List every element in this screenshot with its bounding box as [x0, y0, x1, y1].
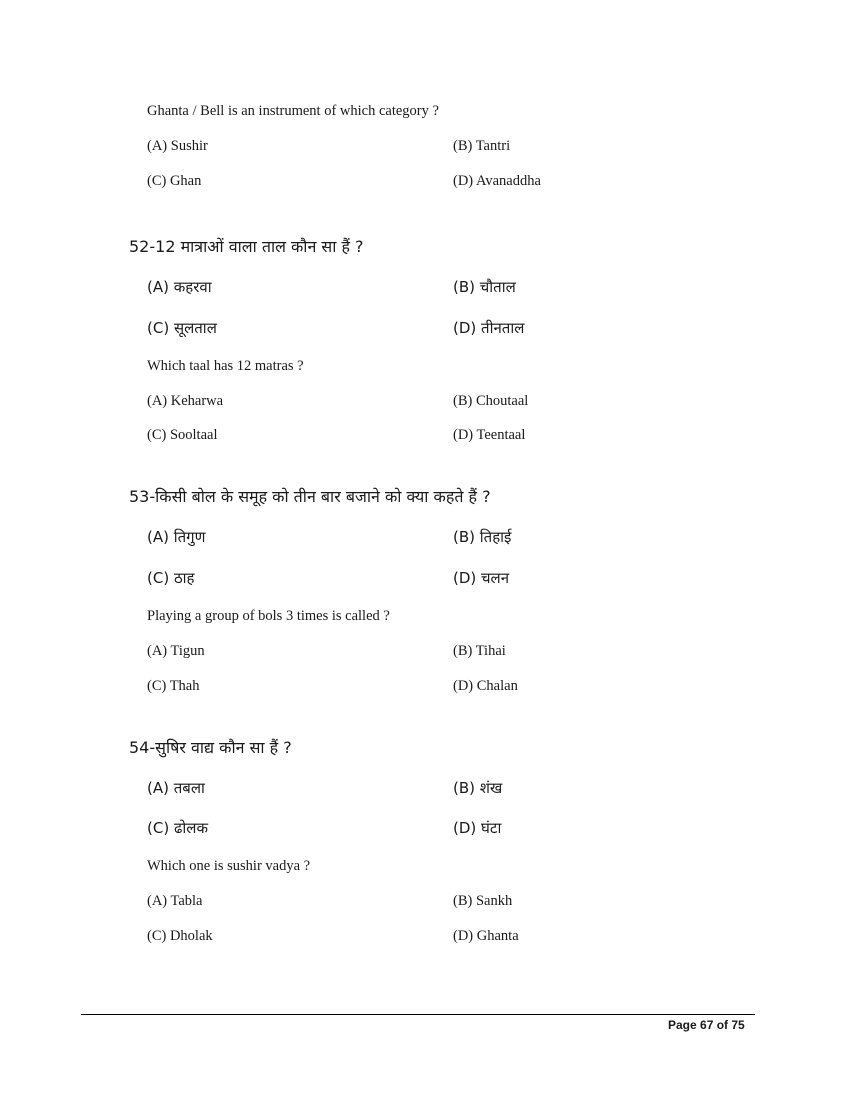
- option-b: (B) शंख: [453, 779, 503, 797]
- option-c: (C) सूलताल: [147, 319, 217, 337]
- question-54-hindi: 54-सुषिर वाद्य कौन सा हैं ?: [129, 738, 292, 757]
- option-a: (A) तिगुण: [147, 528, 206, 546]
- option-a: (A) Sushir: [147, 138, 208, 154]
- page-number: Page 67 of 75: [668, 1018, 745, 1032]
- option-b: (B) Choutaal: [453, 393, 529, 409]
- option-c: (C) ढोलक: [147, 819, 208, 837]
- question-52-hindi: 52-12 मात्राओं वाला ताल कौन सा हैं ?: [129, 237, 364, 256]
- option-a: (A) Keharwa: [147, 393, 224, 409]
- question-53-english: Playing a group of bols 3 times is called ?: [147, 608, 390, 624]
- option-d: (D) Ghanta: [453, 928, 519, 944]
- option-c: (C) Thah: [147, 678, 200, 694]
- option-d: (D) Teentaal: [453, 427, 526, 443]
- option-d: (D) Avanaddha: [453, 173, 541, 189]
- option-d: (D) चलन: [453, 569, 510, 587]
- option-a: (A) कहरवा: [147, 278, 212, 296]
- question-52-english: Which taal has 12 matras ?: [147, 358, 304, 374]
- option-d: (D) तीनताल: [453, 319, 525, 337]
- option-c: (C) Dholak: [147, 928, 213, 944]
- question-53-hindi: 53-किसी बोल के समूह को तीन बार बजाने को क्या कहते हैं ?: [129, 487, 491, 506]
- option-a: (A) तबला: [147, 779, 205, 797]
- option-c: (C) ठाह: [147, 569, 195, 587]
- footer-divider: [81, 1014, 755, 1015]
- option-b: (B) Tihai: [453, 643, 506, 659]
- option-d: (D) घंटा: [453, 819, 502, 837]
- question-51-english: Ghanta / Bell is an instrument of which category ?: [147, 103, 439, 119]
- option-c: (C) Sooltaal: [147, 427, 218, 443]
- question-54-english: Which one is sushir vadya ?: [147, 858, 311, 874]
- option-a: (A) Tabla: [147, 893, 203, 909]
- option-b: (B) Sankh: [453, 893, 513, 909]
- option-b: (B) Tantri: [453, 138, 511, 154]
- option-b: (B) चौताल: [453, 278, 516, 296]
- option-a: (A) Tigun: [147, 643, 205, 659]
- option-d: (D) Chalan: [453, 678, 518, 694]
- option-c: (C) Ghan: [147, 173, 202, 189]
- option-b: (B) तिहाई: [453, 528, 512, 546]
